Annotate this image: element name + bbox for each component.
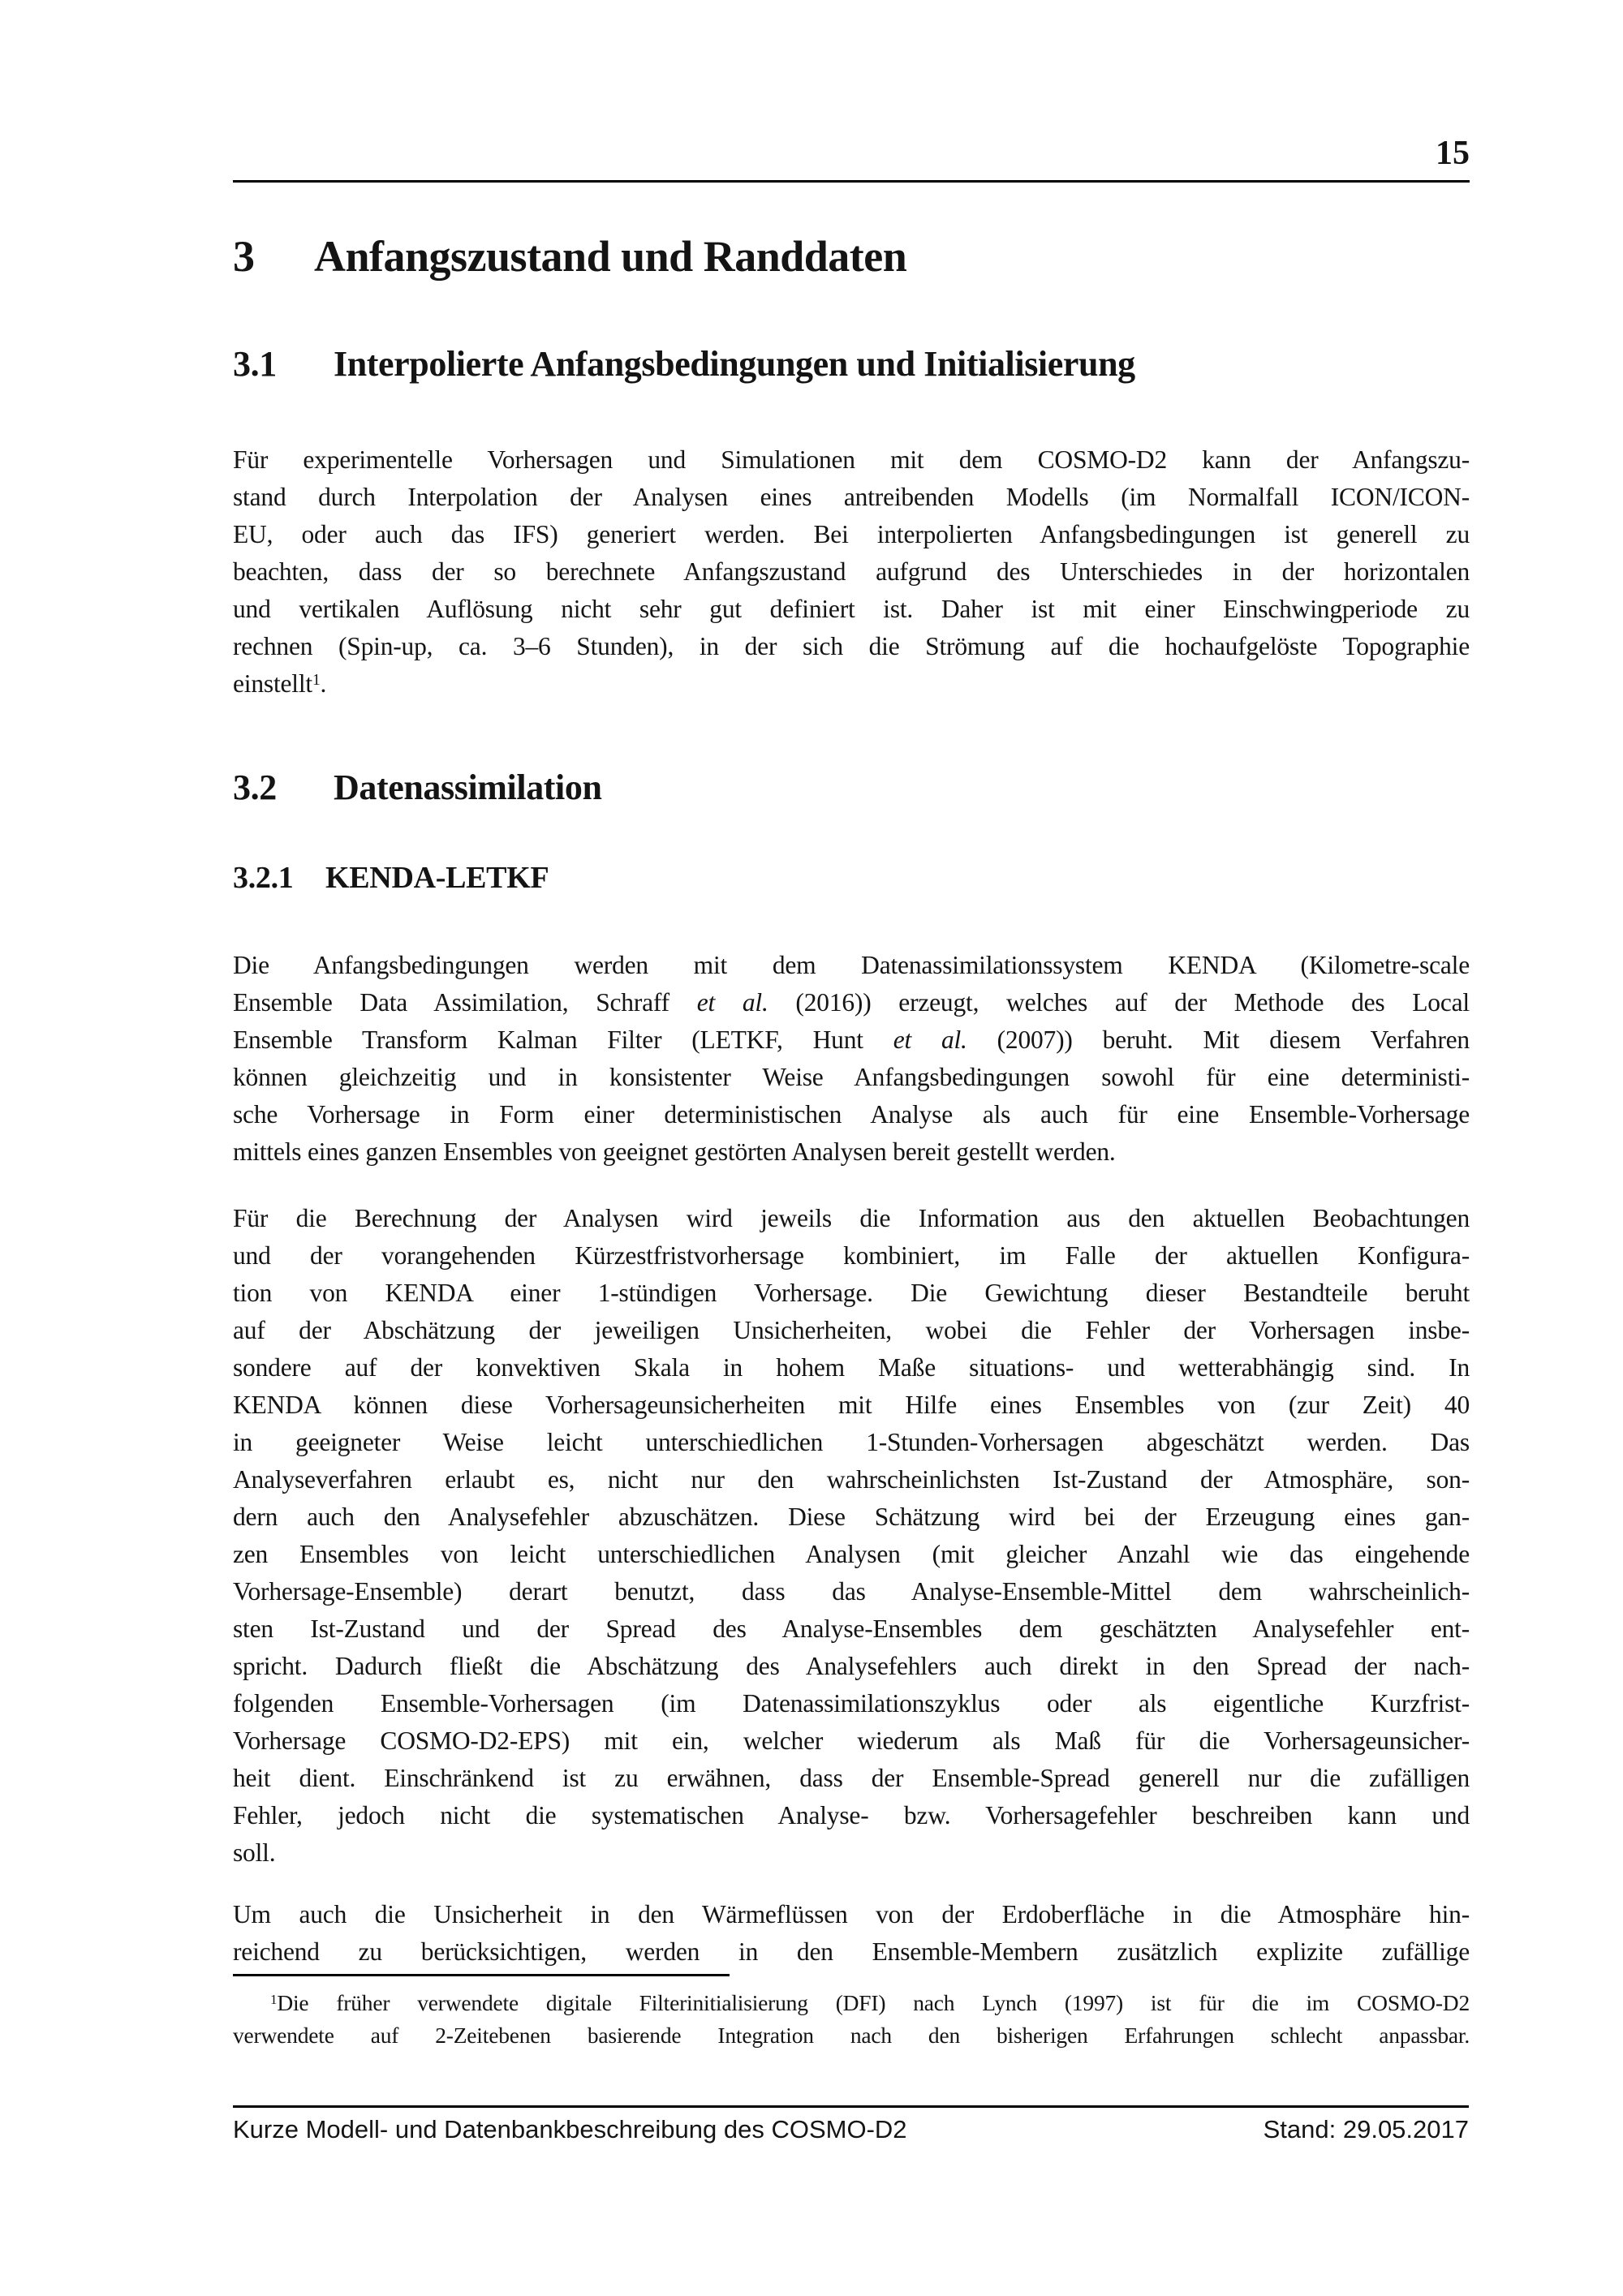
text-line [233, 1797, 1470, 1834]
italic-text-run: et al. [696, 988, 768, 1017]
text-line [233, 1760, 1470, 1797]
footer-right: Stand: 29.05.2017 [1263, 2115, 1469, 2143]
footer-left: Kurze Modell- und Datenbankbeschreibung des COSMO-D2 [233, 2115, 907, 2143]
document-blocks [233, 233, 1470, 1971]
text-run: einstellt [233, 669, 312, 698]
text-line [233, 1312, 1470, 1349]
heading-number: 3.2.1 [233, 860, 294, 895]
text-run: beachten, dass der so berechnete Anfangszustand aufgrund des Unterschiedes in der horizontalen [233, 557, 1470, 586]
text-line [233, 1498, 1470, 1536]
text-run: Vorhersage-Ensemble) derart benutzt, dass das Analyse-Ensemble-Mittel dem wahrscheinlich- [233, 1577, 1470, 1606]
section-heading [233, 233, 1470, 281]
heading-title: Anfangszustand und Randdaten [314, 232, 907, 281]
text-run: heit dient. Einschränkend ist zu erwähnen, dass der Ensemble-Spread generell nur die zufälligen [233, 1764, 1470, 1793]
text-line [233, 1096, 1470, 1133]
text-run: sten Ist-Zustand und der Spread des Analyse-Ensembles dem geschätzten Analysefehler ent- [233, 1615, 1470, 1644]
heading-title: Interpolierte Anfangsbedingungen und Initialisierung [334, 344, 1135, 385]
text-line [233, 1275, 1470, 1312]
text-run: (2007)) beruht. Mit diesem Verfahren [966, 1025, 1470, 1055]
text-line [233, 1200, 1470, 1237]
text-line [233, 1237, 1470, 1275]
footnote-lines [233, 1987, 1470, 2052]
text-line [233, 984, 1470, 1021]
text-line [233, 1021, 1470, 1059]
heading-title: Datenassimilation [334, 767, 602, 807]
subsection-heading [233, 344, 1470, 384]
page-number: 15 [1436, 135, 1470, 172]
text-line [233, 1536, 1470, 1573]
text-run: in geeigneter Weise leicht unterschiedlichen 1-Stunden-Vorhersagen abgeschätzt werden. Das [233, 1428, 1470, 1457]
text-run: mittels eines ganzen Ensembles von geeignet gestörten Analysen bereit gestellt werden. [233, 1137, 1116, 1167]
text-line [233, 441, 1470, 479]
text-run: verwendete auf 2-Zeitebenen basierende Integration nach den bisherigen Erfahrungen schlecht anpassbar. [233, 2023, 1470, 2048]
text-run: rechnen (Spin-up, ca. 3–6 Stunden), in der sich die Strömung auf die hochaufgelöste Topographie [233, 631, 1470, 660]
text-run: soll. [233, 1838, 276, 1868]
text-run: Fehler, jedoch nicht die systematischen Analyse- bzw. Vorhersagefehler beschreiben kann und [233, 1801, 1470, 1830]
text-line [233, 1133, 1470, 1171]
text-run: (2016)) erzeugt, welches auf der Methode des Local [768, 988, 1470, 1017]
text-line [233, 479, 1470, 516]
footnote-line [233, 1987, 1470, 2019]
paragraph [233, 441, 1470, 703]
text-run: Vorhersage COSMO-D2-EPS) mit ein, welcher wiederum als Maß für die Vorhersageunsicher- [233, 1726, 1470, 1756]
footnote [233, 1974, 1470, 2052]
text-line [233, 1648, 1470, 1685]
footnote-line [233, 2019, 1470, 2052]
text-line [233, 1896, 1470, 1933]
text-line [233, 1685, 1470, 1722]
text-line [233, 1387, 1470, 1424]
footnote-rule [233, 1974, 730, 1976]
text-line [233, 628, 1470, 665]
paragraph [233, 1896, 1470, 1971]
text-run: sche Vorhersage in Form einer deterministischen Analyse als auch für eine Ensemble-Vorhersage [233, 1100, 1470, 1129]
header-rule [233, 180, 1470, 183]
text-run: Um auch die Unsicherheit in den Wärmeflüssen von der Erdoberfläche in die Atmosphäre hin- [233, 1900, 1470, 1929]
text-line [233, 947, 1470, 984]
text-run: können gleichzeitig und in konsistenter Weise Anfangsbedingungen sowohl für eine deterministi- [233, 1063, 1470, 1092]
text-run: . [320, 669, 327, 698]
text-run: Die früher verwendete digitale Filterinitialisierung (DFI) nach Lynch (1997) ist für die im COSMO-D2 [277, 1990, 1470, 2015]
heading-number: 3 [233, 232, 255, 281]
content [233, 0, 1470, 1971]
italic-text-run: et al. [893, 1025, 967, 1055]
text-run: stand durch Interpolation der Analysen eines antreibenden Modells (im Normalfall ICON/ICON- [233, 482, 1470, 511]
text-run: KENDA können diese Vorhersageunsicherheiten mit Hilfe eines Ensembles von (zur Zeit) 40 [233, 1391, 1470, 1420]
text-run: Für die Berechnung der Analysen wird jeweils die Information aus den aktuellen Beobachtungen [233, 1204, 1470, 1233]
text-run: Die Anfangsbedingungen werden mit dem Datenassimilationssystem KENDA (Kilometre-scale [233, 951, 1470, 980]
heading-number: 3.1 [233, 344, 277, 385]
paragraph [233, 947, 1470, 1171]
text-line [233, 1573, 1470, 1610]
text-line [233, 1933, 1470, 1971]
text-run: folgenden Ensemble-Vorhersagen (im Datenassimilationszyklus oder als eigentliche Kurzfrist- [233, 1689, 1470, 1718]
subsubsection-heading [233, 861, 1470, 896]
footnote-marker-superscript: 1 [312, 671, 321, 689]
text-run: EU, oder auch das IFS) generiert werden. Bei interpolierten Anfangsbedingungen ist generell zu [233, 519, 1470, 548]
text-run: sondere auf der konvektiven Skala in hohem Maße situations- und wetterabhängig sind. In [233, 1353, 1470, 1382]
text-line [233, 1059, 1470, 1096]
text-line [233, 1424, 1470, 1461]
text-run: spricht. Dadurch fließt die Abschätzung des Analysefehlers auch direkt in den Spread der nach- [233, 1652, 1470, 1681]
text-line [233, 591, 1470, 628]
text-run: Ensemble Transform Kalman Filter (LETKF, Hunt [233, 1025, 893, 1055]
text-line [233, 1722, 1470, 1760]
text-run: Ensemble Data Assimilation, Schraff [233, 988, 697, 1017]
text-line [233, 516, 1470, 553]
footer [233, 2114, 1469, 2144]
paragraph [233, 1200, 1470, 1872]
text-run: auf der Abschätzung der jeweiligen Unsicherheiten, wobei die Fehler der Vorhersagen insbe- [233, 1316, 1470, 1345]
text-run: und der vorangehenden Kürzestfristvorhersage kombiniert, im Falle der aktuellen Konfigura- [233, 1241, 1470, 1271]
text-line [233, 1349, 1470, 1387]
heading-title: KENDA-LETKF [325, 860, 549, 895]
text-run: Analyseverfahren erlaubt es, nicht nur den wahrscheinlichsten Ist-Zustand der Atmosphäre, son- [233, 1465, 1470, 1494]
subsection-heading [233, 767, 1470, 807]
text-run: reichend zu berücksichtigen, werden in den Ensemble-Membern zusätzlich explizite zufällige [233, 1937, 1470, 1967]
footer-rule [233, 2105, 1469, 2108]
text-line [233, 1461, 1470, 1498]
text-line [233, 1834, 1470, 1872]
text-run: Für experimentelle Vorhersagen und Simulationen mit dem COSMO-D2 kann der Anfangszu- [233, 445, 1470, 474]
text-line [233, 553, 1470, 591]
text-line [233, 1610, 1470, 1648]
heading-number: 3.2 [233, 767, 277, 807]
text-run: und vertikalen Auflösung nicht sehr gut definiert ist. Daher ist mit einer Einschwingperiode zu [233, 594, 1470, 623]
text-line [233, 665, 1470, 703]
footnote-marker-superscript: 1 [270, 1992, 278, 2008]
text-run: zen Ensembles von leicht unterschiedlichen Analysen (mit gleicher Anzahl wie das eingehende [233, 1540, 1470, 1569]
text-run: tion von KENDA einer 1-stündigen Vorhersage. Die Gewichtung dieser Bestandteile beruht [233, 1279, 1470, 1308]
text-run: dern auch den Analysefehler abzuschätzen. Diese Schätzung wird bei der Erzeugung eines gan- [233, 1503, 1470, 1532]
